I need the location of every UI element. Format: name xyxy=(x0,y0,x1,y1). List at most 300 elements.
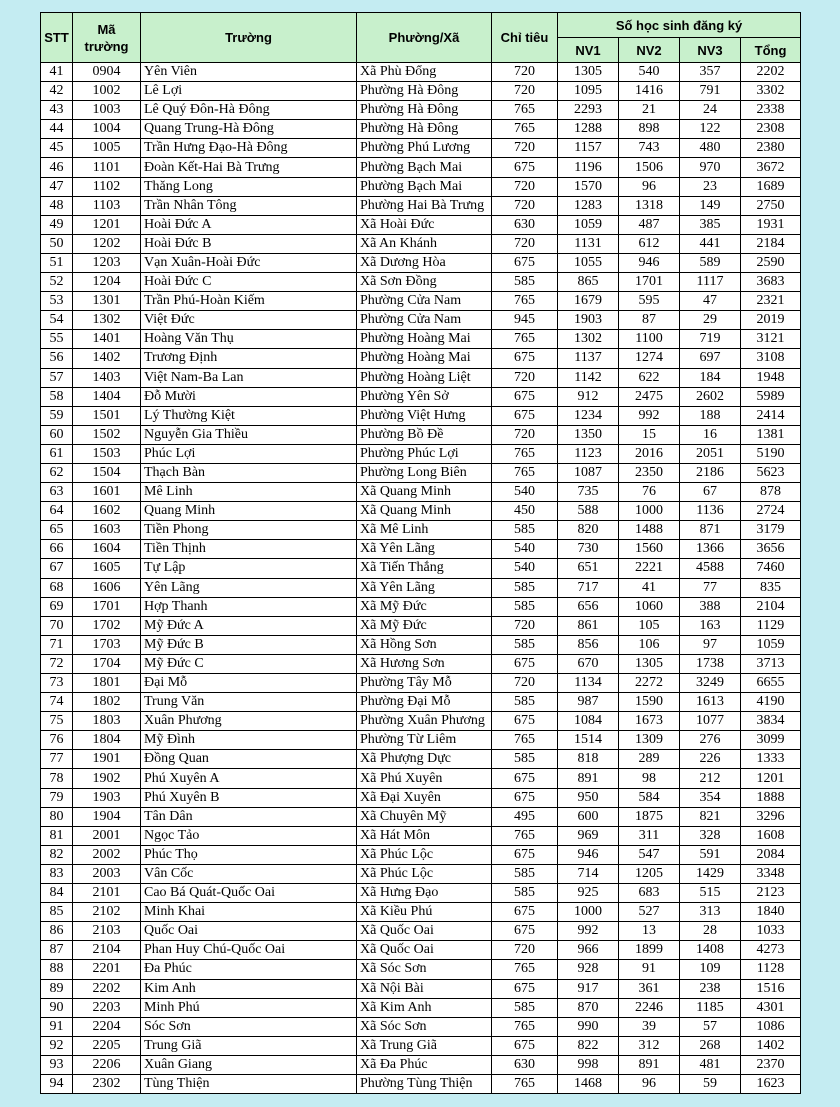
ward-cell: Xã Đa Phúc xyxy=(357,1055,492,1074)
table-row xyxy=(41,406,801,425)
nv1-cell: 651 xyxy=(558,559,619,578)
nv2-cell: 992 xyxy=(619,406,680,425)
school-code-cell: 2101 xyxy=(73,884,141,903)
nv3-cell: 354 xyxy=(680,788,741,807)
nv1-cell: 1123 xyxy=(558,444,619,463)
header-nv3: NV3 xyxy=(680,38,741,63)
nv3-cell: 109 xyxy=(680,960,741,979)
nv2-cell: 87 xyxy=(619,311,680,330)
table-row xyxy=(41,253,801,272)
nv1-cell: 1305 xyxy=(558,63,619,82)
school-code-cell: 1003 xyxy=(73,101,141,120)
nv2-cell: 1000 xyxy=(619,502,680,521)
school-name-cell: Yên Viên xyxy=(141,63,357,82)
nv1-cell: 714 xyxy=(558,864,619,883)
nv3-cell: 1429 xyxy=(680,864,741,883)
total-cell: 6655 xyxy=(741,674,801,693)
nv3-cell: 97 xyxy=(680,635,741,654)
quota-cell: 630 xyxy=(492,215,558,234)
nv2-cell: 595 xyxy=(619,292,680,311)
ward-cell: Xã An Khánh xyxy=(357,234,492,253)
nv1-cell: 1059 xyxy=(558,215,619,234)
quota-cell: 720 xyxy=(492,196,558,215)
quota-cell: 675 xyxy=(492,769,558,788)
school-name-cell: Ngọc Tảo xyxy=(141,826,357,845)
nv1-cell: 966 xyxy=(558,941,619,960)
nv1-cell: 656 xyxy=(558,597,619,616)
quota-cell: 585 xyxy=(492,750,558,769)
ward-cell: Xã Quốc Oai xyxy=(357,922,492,941)
quota-cell: 450 xyxy=(492,502,558,521)
school-code-cell: 1603 xyxy=(73,521,141,540)
nv1-cell: 1134 xyxy=(558,674,619,693)
total-cell: 1840 xyxy=(741,903,801,922)
nv3-cell: 4588 xyxy=(680,559,741,578)
ward-cell: Phường Hà Đông xyxy=(357,101,492,120)
quota-cell: 720 xyxy=(492,139,558,158)
nv2-cell: 946 xyxy=(619,253,680,272)
nv2-cell: 891 xyxy=(619,1055,680,1074)
nv3-cell: 441 xyxy=(680,234,741,253)
total-cell: 2590 xyxy=(741,253,801,272)
ward-cell: Xã Phượng Dực xyxy=(357,750,492,769)
table-row xyxy=(41,483,801,502)
school-name-cell: Trương Định xyxy=(141,349,357,368)
nv3-cell: 29 xyxy=(680,311,741,330)
total-cell: 1059 xyxy=(741,635,801,654)
stt-cell: 79 xyxy=(41,788,73,807)
nv1-cell: 1234 xyxy=(558,406,619,425)
school-code-cell: 2204 xyxy=(73,1017,141,1036)
nv2-cell: 1701 xyxy=(619,273,680,292)
stt-cell: 82 xyxy=(41,845,73,864)
stt-cell: 94 xyxy=(41,1074,73,1093)
school-name-cell: Trần Hưng Đạo-Hà Đông xyxy=(141,139,357,158)
total-cell: 835 xyxy=(741,578,801,597)
stt-cell: 91 xyxy=(41,1017,73,1036)
ward-cell: Xã Mỹ Đức xyxy=(357,616,492,635)
stt-cell: 81 xyxy=(41,826,73,845)
quota-cell: 675 xyxy=(492,158,558,177)
school-name-cell: Xuân Phương xyxy=(141,712,357,731)
stt-cell: 46 xyxy=(41,158,73,177)
ward-cell: Xã Phú Xuyên xyxy=(357,769,492,788)
table-row xyxy=(41,979,801,998)
school-name-cell: Đại Mỗ xyxy=(141,674,357,693)
table-row xyxy=(41,311,801,330)
total-cell: 2321 xyxy=(741,292,801,311)
nv3-cell: 188 xyxy=(680,406,741,425)
quota-cell: 675 xyxy=(492,406,558,425)
total-cell: 4273 xyxy=(741,941,801,960)
quota-cell: 720 xyxy=(492,177,558,196)
nv1-cell: 856 xyxy=(558,635,619,654)
table-row xyxy=(41,559,801,578)
school-name-cell: Đồng Quan xyxy=(141,750,357,769)
header-ward: Phường/Xã xyxy=(357,13,492,63)
nv1-cell: 1679 xyxy=(558,292,619,311)
quota-cell: 765 xyxy=(492,826,558,845)
school-code-cell: 1804 xyxy=(73,731,141,750)
table-row xyxy=(41,120,801,139)
nv3-cell: 481 xyxy=(680,1055,741,1074)
nv3-cell: 57 xyxy=(680,1017,741,1036)
nv1-cell: 1570 xyxy=(558,177,619,196)
table-row xyxy=(41,502,801,521)
school-name-cell: Nguyễn Gia Thiều xyxy=(141,425,357,444)
table-row xyxy=(41,693,801,712)
nv1-cell: 600 xyxy=(558,807,619,826)
stt-cell: 89 xyxy=(41,979,73,998)
ward-cell: Phường Hoàng Liệt xyxy=(357,368,492,387)
stt-cell: 42 xyxy=(41,82,73,101)
ward-cell: Xã Kiều Phú xyxy=(357,903,492,922)
table-row xyxy=(41,540,801,559)
total-cell: 5623 xyxy=(741,463,801,482)
quota-cell: 540 xyxy=(492,540,558,559)
quota-cell: 585 xyxy=(492,998,558,1017)
nv3-cell: 238 xyxy=(680,979,741,998)
school-code-cell: 1605 xyxy=(73,559,141,578)
nv2-cell: 1506 xyxy=(619,158,680,177)
nv2-cell: 612 xyxy=(619,234,680,253)
school-name-cell: Tiền Thịnh xyxy=(141,540,357,559)
school-code-cell: 1002 xyxy=(73,82,141,101)
nv1-cell: 2293 xyxy=(558,101,619,120)
nv2-cell: 2350 xyxy=(619,463,680,482)
nv2-cell: 106 xyxy=(619,635,680,654)
stt-cell: 86 xyxy=(41,922,73,941)
nv3-cell: 1117 xyxy=(680,273,741,292)
nv3-cell: 47 xyxy=(680,292,741,311)
quota-cell: 675 xyxy=(492,712,558,731)
quota-cell: 675 xyxy=(492,1036,558,1055)
school-code-cell: 1005 xyxy=(73,139,141,158)
total-cell: 5989 xyxy=(741,387,801,406)
quota-cell: 675 xyxy=(492,903,558,922)
school-code-cell: 1701 xyxy=(73,597,141,616)
school-code-cell: 1802 xyxy=(73,693,141,712)
nv1-cell: 1095 xyxy=(558,82,619,101)
school-name-cell: Vạn Xuân-Hoài Đức xyxy=(141,253,357,272)
nv2-cell: 584 xyxy=(619,788,680,807)
total-cell: 2308 xyxy=(741,120,801,139)
ward-cell: Xã Hưng Đạo xyxy=(357,884,492,903)
nv2-cell: 1560 xyxy=(619,540,680,559)
quota-cell: 585 xyxy=(492,864,558,883)
school-name-cell: Phú Xuyên A xyxy=(141,769,357,788)
nv3-cell: 821 xyxy=(680,807,741,826)
table-row xyxy=(41,158,801,177)
nv3-cell: 163 xyxy=(680,616,741,635)
stt-cell: 47 xyxy=(41,177,73,196)
ward-cell: Phường Tùng Thiện xyxy=(357,1074,492,1093)
nv3-cell: 388 xyxy=(680,597,741,616)
stt-cell: 68 xyxy=(41,578,73,597)
stt-cell: 92 xyxy=(41,1036,73,1055)
quota-cell: 675 xyxy=(492,654,558,673)
header-school-code-line2: trường xyxy=(84,38,129,54)
school-code-cell: 1102 xyxy=(73,177,141,196)
total-cell: 2338 xyxy=(741,101,801,120)
total-cell: 2184 xyxy=(741,234,801,253)
total-cell: 3683 xyxy=(741,273,801,292)
ward-cell: Xã Sơn Đồng xyxy=(357,273,492,292)
school-name-cell: Sóc Sơn xyxy=(141,1017,357,1036)
quota-cell: 675 xyxy=(492,253,558,272)
school-code-cell: 2104 xyxy=(73,941,141,960)
nv2-cell: 39 xyxy=(619,1017,680,1036)
nv2-cell: 2246 xyxy=(619,998,680,1017)
total-cell: 1086 xyxy=(741,1017,801,1036)
table-row xyxy=(41,750,801,769)
ward-cell: Phường Xuân Phương xyxy=(357,712,492,731)
nv1-cell: 1000 xyxy=(558,903,619,922)
stt-cell: 76 xyxy=(41,731,73,750)
quota-cell: 630 xyxy=(492,1055,558,1074)
total-cell: 2202 xyxy=(741,63,801,82)
nv3-cell: 28 xyxy=(680,922,741,941)
nv3-cell: 791 xyxy=(680,82,741,101)
nv1-cell: 891 xyxy=(558,769,619,788)
quota-cell: 720 xyxy=(492,234,558,253)
school-code-cell: 1103 xyxy=(73,196,141,215)
school-name-cell: Cao Bá Quát-Quốc Oai xyxy=(141,884,357,903)
nv2-cell: 743 xyxy=(619,139,680,158)
ward-cell: Xã Yên Lãng xyxy=(357,540,492,559)
nv3-cell: 1185 xyxy=(680,998,741,1017)
table-row xyxy=(41,922,801,941)
nv1-cell: 1087 xyxy=(558,463,619,482)
nv3-cell: 1077 xyxy=(680,712,741,731)
total-cell: 1931 xyxy=(741,215,801,234)
school-name-cell: Tùng Thiện xyxy=(141,1074,357,1093)
nv2-cell: 311 xyxy=(619,826,680,845)
nv1-cell: 670 xyxy=(558,654,619,673)
nv2-cell: 1416 xyxy=(619,82,680,101)
table-row xyxy=(41,196,801,215)
school-code-cell: 1204 xyxy=(73,273,141,292)
school-code-cell: 0904 xyxy=(73,63,141,82)
stt-cell: 51 xyxy=(41,253,73,272)
table-row xyxy=(41,292,801,311)
quota-cell: 585 xyxy=(492,521,558,540)
table-row xyxy=(41,674,801,693)
ward-cell: Phường Cửa Nam xyxy=(357,292,492,311)
school-code-cell: 2001 xyxy=(73,826,141,845)
ward-cell: Phường Việt Hưng xyxy=(357,406,492,425)
total-cell: 1402 xyxy=(741,1036,801,1055)
nv2-cell: 540 xyxy=(619,63,680,82)
nv3-cell: 313 xyxy=(680,903,741,922)
school-name-cell: Tiền Phong xyxy=(141,521,357,540)
nv2-cell: 1899 xyxy=(619,941,680,960)
ward-cell: Xã Nội Bài xyxy=(357,979,492,998)
stt-cell: 90 xyxy=(41,998,73,1017)
total-cell: 2019 xyxy=(741,311,801,330)
total-cell: 878 xyxy=(741,483,801,502)
table-row xyxy=(41,826,801,845)
ward-cell: Phường Yên Sở xyxy=(357,387,492,406)
nv1-cell: 1903 xyxy=(558,311,619,330)
table-row xyxy=(41,101,801,120)
header-school-code xyxy=(73,13,141,63)
nv3-cell: 1738 xyxy=(680,654,741,673)
school-name-cell: Quang Trung-Hà Đông xyxy=(141,120,357,139)
school-name-cell: Kim Anh xyxy=(141,979,357,998)
ward-cell: Xã Chuyên Mỹ xyxy=(357,807,492,826)
nv1-cell: 946 xyxy=(558,845,619,864)
nv3-cell: 122 xyxy=(680,120,741,139)
table-row xyxy=(41,1074,801,1093)
school-name-cell: Tân Dân xyxy=(141,807,357,826)
quota-cell: 720 xyxy=(492,616,558,635)
header-registered-students: Số học sinh đăng ký xyxy=(558,13,801,38)
total-cell: 3834 xyxy=(741,712,801,731)
nv1-cell: 992 xyxy=(558,922,619,941)
table-row xyxy=(41,884,801,903)
nv1-cell: 912 xyxy=(558,387,619,406)
school-name-cell: Hợp Thanh xyxy=(141,597,357,616)
school-code-cell: 1101 xyxy=(73,158,141,177)
school-name-cell: Việt Nam-Ba Lan xyxy=(141,368,357,387)
total-cell: 5190 xyxy=(741,444,801,463)
table-row xyxy=(41,903,801,922)
table-row xyxy=(41,387,801,406)
nv1-cell: 735 xyxy=(558,483,619,502)
ward-cell: Xã Hoài Đức xyxy=(357,215,492,234)
header-quota: Chỉ tiêu xyxy=(492,13,558,63)
nv3-cell: 212 xyxy=(680,769,741,788)
school-name-cell: Phan Huy Chú-Quốc Oai xyxy=(141,941,357,960)
quota-cell: 720 xyxy=(492,82,558,101)
table-row xyxy=(41,444,801,463)
stt-cell: 50 xyxy=(41,234,73,253)
ward-cell: Phường Hai Bà Trưng xyxy=(357,196,492,215)
school-code-cell: 1402 xyxy=(73,349,141,368)
nv3-cell: 1613 xyxy=(680,693,741,712)
nv2-cell: 1205 xyxy=(619,864,680,883)
nv1-cell: 928 xyxy=(558,960,619,979)
total-cell: 3302 xyxy=(741,82,801,101)
school-name-cell: Trần Nhân Tông xyxy=(141,196,357,215)
ward-cell: Phường Cửa Nam xyxy=(357,311,492,330)
school-name-cell: Mê Linh xyxy=(141,483,357,502)
school-code-cell: 1401 xyxy=(73,330,141,349)
ward-cell: Phường Phúc Lợi xyxy=(357,444,492,463)
nv3-cell: 871 xyxy=(680,521,741,540)
nv2-cell: 15 xyxy=(619,425,680,444)
ward-cell: Xã Sóc Sơn xyxy=(357,960,492,979)
nv3-cell: 149 xyxy=(680,196,741,215)
total-cell: 3099 xyxy=(741,731,801,750)
table-row xyxy=(41,731,801,750)
stt-cell: 54 xyxy=(41,311,73,330)
school-name-cell: Yên Lãng xyxy=(141,578,357,597)
ward-cell: Xã Hát Môn xyxy=(357,826,492,845)
quota-cell: 585 xyxy=(492,635,558,654)
table-row xyxy=(41,1017,801,1036)
table-row xyxy=(41,635,801,654)
nv1-cell: 1350 xyxy=(558,425,619,444)
table-body xyxy=(41,63,801,1094)
school-code-cell: 1503 xyxy=(73,444,141,463)
school-code-cell: 1901 xyxy=(73,750,141,769)
ward-cell: Phường Hà Đông xyxy=(357,120,492,139)
school-code-cell: 1803 xyxy=(73,712,141,731)
nv2-cell: 98 xyxy=(619,769,680,788)
nv3-cell: 16 xyxy=(680,425,741,444)
school-name-cell: Thạch Bàn xyxy=(141,463,357,482)
school-name-cell: Minh Khai xyxy=(141,903,357,922)
nv1-cell: 1137 xyxy=(558,349,619,368)
stt-cell: 57 xyxy=(41,368,73,387)
school-code-cell: 1703 xyxy=(73,635,141,654)
table-row xyxy=(41,712,801,731)
quota-cell: 720 xyxy=(492,941,558,960)
total-cell: 2414 xyxy=(741,406,801,425)
school-code-cell: 1702 xyxy=(73,616,141,635)
nv1-cell: 998 xyxy=(558,1055,619,1074)
table-header xyxy=(41,13,801,63)
school-name-cell: Phúc Lợi xyxy=(141,444,357,463)
school-name-cell: Tự Lập xyxy=(141,559,357,578)
nv3-cell: 268 xyxy=(680,1036,741,1055)
ward-cell: Xã Tiến Thắng xyxy=(357,559,492,578)
school-code-cell: 1301 xyxy=(73,292,141,311)
nv2-cell: 2475 xyxy=(619,387,680,406)
nv1-cell: 1055 xyxy=(558,253,619,272)
nv2-cell: 41 xyxy=(619,578,680,597)
nv2-cell: 1673 xyxy=(619,712,680,731)
nv2-cell: 683 xyxy=(619,884,680,903)
school-name-cell: Hoàng Văn Thụ xyxy=(141,330,357,349)
school-code-cell: 2202 xyxy=(73,979,141,998)
nv1-cell: 730 xyxy=(558,540,619,559)
nv1-cell: 822 xyxy=(558,1036,619,1055)
ward-cell: Phường Bồ Đề xyxy=(357,425,492,444)
ward-cell: Phường Tây Mỗ xyxy=(357,674,492,693)
total-cell: 4301 xyxy=(741,998,801,1017)
nv1-cell: 820 xyxy=(558,521,619,540)
nv2-cell: 105 xyxy=(619,616,680,635)
ward-cell: Xã Kim Anh xyxy=(357,998,492,1017)
school-code-cell: 2302 xyxy=(73,1074,141,1093)
quota-cell: 765 xyxy=(492,101,558,120)
quota-cell: 765 xyxy=(492,292,558,311)
school-name-cell: Quốc Oai xyxy=(141,922,357,941)
table-row xyxy=(41,177,801,196)
quota-cell: 765 xyxy=(492,1017,558,1036)
school-name-cell: Vân Cốc xyxy=(141,864,357,883)
nv2-cell: 1875 xyxy=(619,807,680,826)
school-code-cell: 1602 xyxy=(73,502,141,521)
quota-cell: 765 xyxy=(492,444,558,463)
ward-cell: Phường Hà Đông xyxy=(357,82,492,101)
nv2-cell: 547 xyxy=(619,845,680,864)
stt-cell: 59 xyxy=(41,406,73,425)
ward-cell: Xã Mê Linh xyxy=(357,521,492,540)
header-stt: STT xyxy=(41,13,73,63)
stt-cell: 73 xyxy=(41,674,73,693)
ward-cell: Phường Hoàng Mai xyxy=(357,330,492,349)
stt-cell: 63 xyxy=(41,483,73,502)
total-cell: 3108 xyxy=(741,349,801,368)
nv3-cell: 226 xyxy=(680,750,741,769)
nv2-cell: 91 xyxy=(619,960,680,979)
stt-cell: 58 xyxy=(41,387,73,406)
ward-cell: Phường Bạch Mai xyxy=(357,177,492,196)
